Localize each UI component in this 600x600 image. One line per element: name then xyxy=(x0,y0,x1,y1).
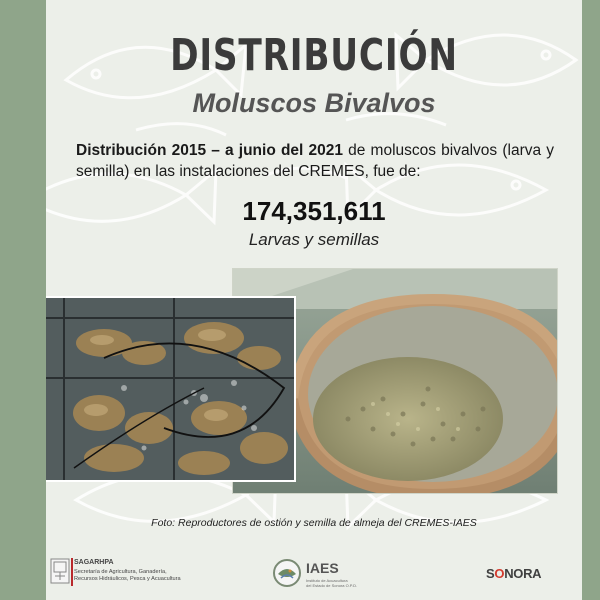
iaes-emblem-icon xyxy=(272,558,302,588)
page-subtitle: Moluscos Bivalvos xyxy=(192,88,436,118)
iaes-name: IAES xyxy=(306,560,339,576)
sagarhpa-divider xyxy=(71,558,73,586)
iaes-logo xyxy=(272,556,372,590)
intro-paragraph xyxy=(76,140,554,182)
infographic-panel xyxy=(46,0,582,600)
sagarhpa-emblem-icon xyxy=(50,558,70,584)
intro-text: de moluscos bivalvos (larva y semilla) en las instalaciones del CREMES, fue de: xyxy=(76,142,555,180)
distribution-total: 174,351,611 xyxy=(242,196,386,226)
sagarhpa-line-1: Secretaría de Agricultura, Ganadería, xyxy=(74,569,167,575)
oyster-broodstock-photo xyxy=(46,296,296,482)
distribution-total-caption: Larvas y semillas xyxy=(248,230,380,249)
iaes-line-1: Instituto de Acuacultura xyxy=(306,578,348,583)
sagarhpa-line-2: Recursos Hidráulicos, Pesca y Acuacultura xyxy=(74,576,181,582)
page-title: DISTRIBUCIÓN xyxy=(170,30,458,81)
iaes-line-2: del Estado de Sonora O.P.D. xyxy=(306,583,358,588)
oyster-broodstock-tray-photo-icon xyxy=(46,298,294,480)
intro-period: Distribución 2015 – a junio del 2021 xyxy=(76,142,343,159)
sonora-accent-letter: O xyxy=(494,566,505,581)
sagarhpa-name: SAGARHPA xyxy=(74,559,114,566)
sagarhpa-logo xyxy=(50,556,230,590)
sonora-logo-text: SONORA xyxy=(486,566,542,581)
photo-caption: Foto: Reproductores de ostión y semilla de almeja del CREMES-IAES xyxy=(151,517,477,529)
sonora-logo xyxy=(486,566,541,581)
